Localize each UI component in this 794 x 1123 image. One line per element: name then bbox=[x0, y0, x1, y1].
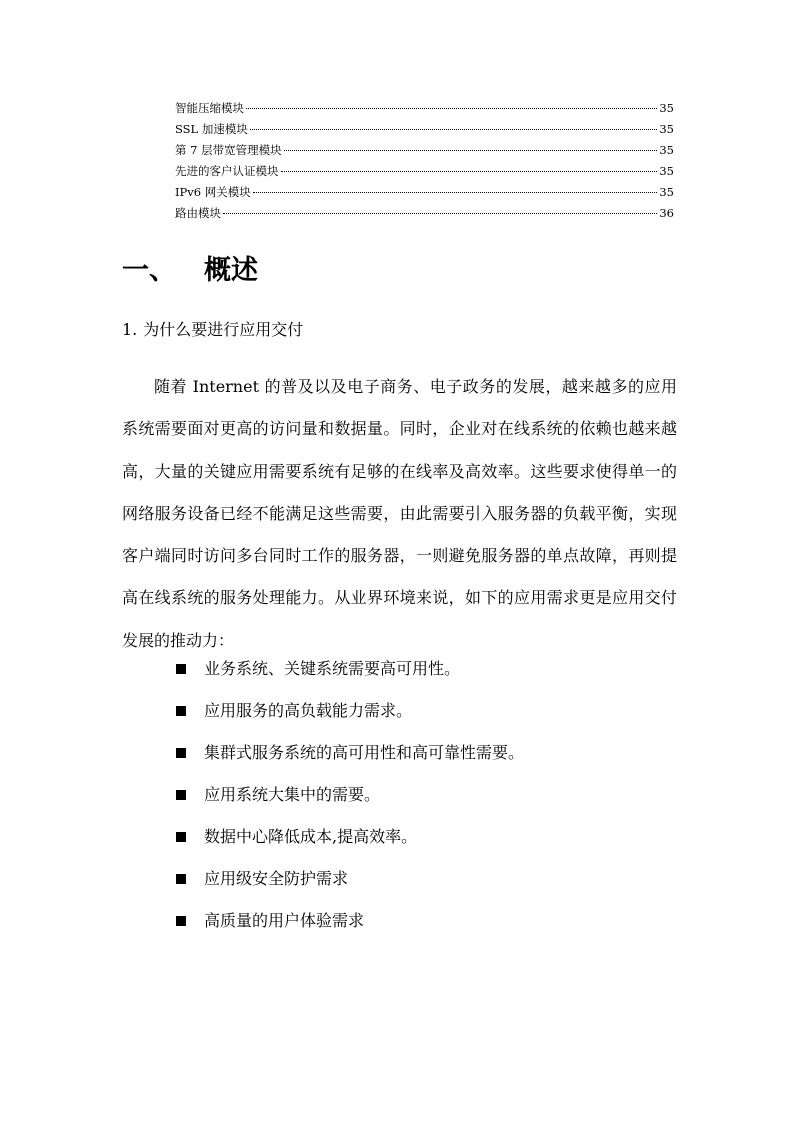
section-number: 1. bbox=[122, 320, 138, 339]
toc-leader-dots bbox=[246, 108, 657, 109]
square-bullet-icon bbox=[176, 706, 186, 716]
square-bullet-icon bbox=[176, 874, 186, 884]
list-item-text: 业务系统、关键系统需要高可用性。 bbox=[204, 659, 461, 678]
list-item-text: 集群式服务系统的高可用性和高可靠性需要。 bbox=[204, 743, 525, 762]
toc-entry-label: IPv6 网关模块 bbox=[175, 185, 251, 199]
toc-entry-label: 智能压缩模块 bbox=[175, 101, 244, 115]
square-bullet-icon bbox=[176, 790, 186, 800]
toc-entry[interactable] bbox=[175, 161, 674, 182]
square-bullet-icon bbox=[176, 748, 186, 758]
toc-entry[interactable] bbox=[175, 140, 674, 161]
toc-leader-dots bbox=[253, 192, 658, 193]
square-bullet-icon bbox=[176, 664, 186, 674]
toc-entry-label: SSL 加速模块 bbox=[175, 122, 248, 136]
toc-leader-dots bbox=[281, 171, 658, 172]
toc-leader-dots bbox=[223, 213, 657, 214]
list-item bbox=[176, 823, 524, 865]
toc-leader-dots bbox=[250, 129, 658, 130]
requirements-list bbox=[176, 655, 524, 949]
list-item bbox=[176, 865, 524, 907]
chapter-heading bbox=[122, 251, 258, 291]
toc-entry-page: 35 bbox=[659, 185, 674, 199]
toc-entry-label: 路由模块 bbox=[175, 206, 221, 220]
toc-entry-page: 36 bbox=[659, 206, 674, 220]
toc-entry-label: 第 7 层带宽管理模块 bbox=[175, 143, 282, 157]
square-bullet-icon bbox=[176, 916, 186, 926]
chapter-number: 一、 bbox=[122, 255, 176, 286]
section-heading bbox=[122, 316, 303, 344]
toc-entry-page: 35 bbox=[659, 122, 674, 136]
toc-entry-page: 35 bbox=[659, 164, 674, 178]
list-item-text: 应用系统大集中的需要。 bbox=[204, 785, 381, 804]
list-item bbox=[176, 907, 524, 949]
chapter-title: 概述 bbox=[204, 255, 258, 286]
list-item bbox=[176, 655, 524, 697]
body-paragraph: 随着 Internet 的普及以及电子商务、电子政务的发展，越来越多的应用系统需要面对更高的访问量和数据量。同时，企业对在线系统的依赖也越来越高，大量的关键应用需要系统有足够的在线率及高效率。这些要求使得单一的网络服务设备已经不能满足这些需要，由此需要引入服务器的负载平衡，实现客户端同时访问多台同时工作的服务器，一则避免服务器的单点故障，再则提高在线系统的服务处理能力。从业界环境来说，如下的应用需求更是应用交付发展的推动力： bbox=[122, 377, 677, 650]
toc-entry-page: 35 bbox=[659, 143, 674, 157]
square-bullet-icon bbox=[176, 832, 186, 842]
list-item bbox=[176, 697, 524, 739]
toc-entry[interactable] bbox=[175, 182, 674, 203]
toc-leader-dots bbox=[284, 150, 658, 151]
list-item bbox=[176, 781, 524, 823]
toc-entry[interactable] bbox=[175, 203, 674, 224]
table-of-contents bbox=[175, 98, 674, 224]
toc-entry-page: 35 bbox=[659, 101, 674, 115]
toc-entry-label: 先进的客户认证模块 bbox=[175, 164, 279, 178]
toc-entry[interactable] bbox=[175, 98, 674, 119]
list-item-text: 应用服务的高负载能力需求。 bbox=[204, 701, 413, 720]
list-item bbox=[176, 739, 524, 781]
toc-entry[interactable] bbox=[175, 119, 674, 140]
list-item-text: 数据中心降低成本,提高效率。 bbox=[204, 827, 418, 846]
list-item-text: 高质量的用户体验需求 bbox=[204, 911, 365, 930]
list-item-text: 应用级安全防护需求 bbox=[204, 869, 349, 888]
section-title: 为什么要进行应用交付 bbox=[143, 320, 304, 339]
